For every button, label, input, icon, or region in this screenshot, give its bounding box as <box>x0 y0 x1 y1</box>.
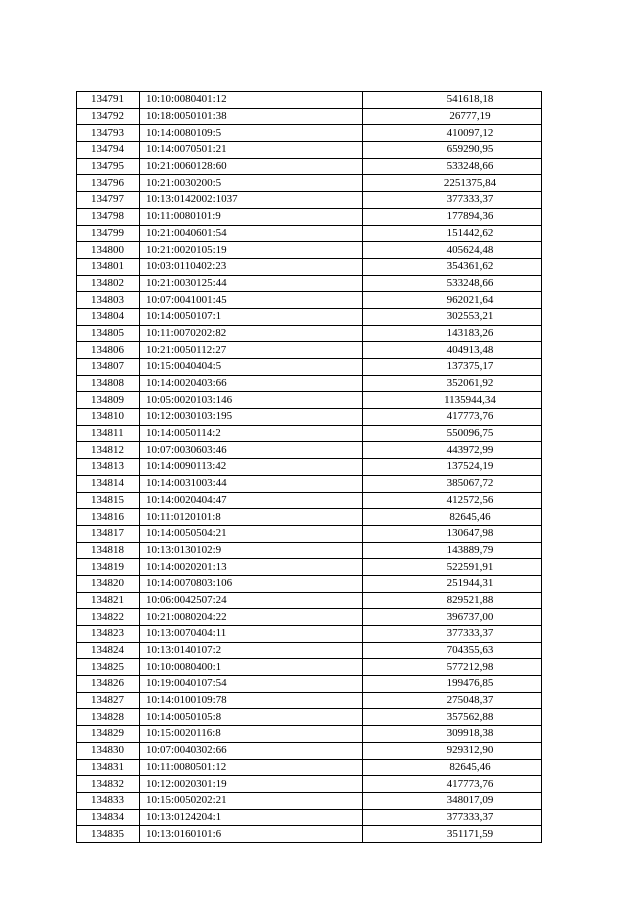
cadastral-number-cell: 10:13:0140107:2 <box>140 642 363 659</box>
table-row <box>77 409 542 426</box>
row-number-cell: 134825 <box>77 659 140 676</box>
row-number-cell: 134793 <box>77 125 140 142</box>
value-cell: 151442,62 <box>363 225 542 242</box>
value-cell: 82645,46 <box>363 759 542 776</box>
table-row <box>77 792 542 809</box>
value-cell: 541618,18 <box>363 92 542 109</box>
value-cell: 82645,46 <box>363 509 542 526</box>
value-cell: 26777,19 <box>363 108 542 125</box>
cadastral-number-cell: 10:11:0070202:82 <box>140 325 363 342</box>
value-cell: 396737,00 <box>363 609 542 626</box>
value-cell: 412572,56 <box>363 492 542 509</box>
value-cell: 929312,90 <box>363 742 542 759</box>
row-number-cell: 134831 <box>77 759 140 776</box>
row-number-cell: 134794 <box>77 142 140 159</box>
value-cell: 377333,37 <box>363 192 542 209</box>
cadastral-number-cell: 10:15:0050202:21 <box>140 792 363 809</box>
value-cell: 829521,88 <box>363 592 542 609</box>
value-cell: 404913,48 <box>363 342 542 359</box>
value-cell: 354361,62 <box>363 258 542 275</box>
row-number-cell: 134806 <box>77 342 140 359</box>
value-cell: 351171,59 <box>363 826 542 843</box>
row-number-cell: 134805 <box>77 325 140 342</box>
value-cell: 143889,79 <box>363 542 542 559</box>
cadastral-number-cell: 10:14:0070803:106 <box>140 575 363 592</box>
table-row <box>77 609 542 626</box>
table-row <box>77 592 542 609</box>
value-cell: 1135944,34 <box>363 392 542 409</box>
row-number-cell: 134799 <box>77 225 140 242</box>
table-row <box>77 626 542 643</box>
row-number-cell: 134802 <box>77 275 140 292</box>
table-row <box>77 709 542 726</box>
value-cell: 2251375,84 <box>363 175 542 192</box>
table-row <box>77 642 542 659</box>
table-row <box>77 208 542 225</box>
value-cell: 522591,91 <box>363 559 542 576</box>
cadastral-number-cell: 10:12:0020301:19 <box>140 776 363 793</box>
value-cell: 130647,98 <box>363 525 542 542</box>
cadastral-number-cell: 10:14:0020201:13 <box>140 559 363 576</box>
row-number-cell: 134808 <box>77 375 140 392</box>
table-row <box>77 559 542 576</box>
row-number-cell: 134814 <box>77 475 140 492</box>
row-number-cell: 134822 <box>77 609 140 626</box>
value-cell: 137375,17 <box>363 359 542 376</box>
cadastral-number-cell: 10:07:0040302:66 <box>140 742 363 759</box>
row-number-cell: 134816 <box>77 509 140 526</box>
table-row <box>77 108 542 125</box>
table-row <box>77 258 542 275</box>
value-cell: 199476,85 <box>363 676 542 693</box>
cadastral-number-cell: 10:14:0050504:21 <box>140 525 363 542</box>
cadastral-number-cell: 10:21:0080204:22 <box>140 609 363 626</box>
row-number-cell: 134810 <box>77 409 140 426</box>
cadastral-number-cell: 10:10:0080401:12 <box>140 92 363 109</box>
cadastral-number-cell: 10:13:0070404:11 <box>140 626 363 643</box>
row-number-cell: 134834 <box>77 809 140 826</box>
table-row <box>77 742 542 759</box>
cadastral-number-cell: 10:14:0031003:44 <box>140 475 363 492</box>
row-number-cell: 134791 <box>77 92 140 109</box>
cadastral-number-cell: 10:05:0020103:146 <box>140 392 363 409</box>
row-number-cell: 134815 <box>77 492 140 509</box>
value-cell: 377333,37 <box>363 809 542 826</box>
row-number-cell: 134811 <box>77 425 140 442</box>
value-cell: 410097,12 <box>363 125 542 142</box>
cadastral-number-cell: 10:19:0040107:54 <box>140 676 363 693</box>
table-row <box>77 92 542 109</box>
table-row <box>77 692 542 709</box>
value-cell: 577212,98 <box>363 659 542 676</box>
cadastral-number-cell: 10:14:0050107:1 <box>140 308 363 325</box>
table-row <box>77 542 542 559</box>
cadastral-number-cell: 10:14:0100109:78 <box>140 692 363 709</box>
table-row <box>77 392 542 409</box>
cadastral-number-cell: 10:14:0080109:5 <box>140 125 363 142</box>
value-cell: 275048,37 <box>363 692 542 709</box>
table-row <box>77 726 542 743</box>
value-cell: 137524,19 <box>363 459 542 476</box>
cadastral-number-cell: 10:15:0020116:8 <box>140 726 363 743</box>
cadastral-number-cell: 10:14:0090113:42 <box>140 459 363 476</box>
value-cell: 357562,88 <box>363 709 542 726</box>
row-number-cell: 134820 <box>77 575 140 592</box>
value-cell: 377333,37 <box>363 626 542 643</box>
row-number-cell: 134813 <box>77 459 140 476</box>
table-row <box>77 676 542 693</box>
cadastral-number-cell: 10:21:0050112:27 <box>140 342 363 359</box>
value-cell: 309918,38 <box>363 726 542 743</box>
row-number-cell: 134807 <box>77 359 140 376</box>
table-row <box>77 175 542 192</box>
table-row <box>77 225 542 242</box>
table-row <box>77 158 542 175</box>
table-row <box>77 525 542 542</box>
cadastral-number-cell: 10:13:0142002:1037 <box>140 192 363 209</box>
table-row <box>77 509 542 526</box>
cadastral-number-cell: 10:21:0020105:19 <box>140 242 363 259</box>
row-number-cell: 134835 <box>77 826 140 843</box>
table-row <box>77 659 542 676</box>
row-number-cell: 134833 <box>77 792 140 809</box>
table-row <box>77 342 542 359</box>
cadastral-number-cell: 10:11:0120101:8 <box>140 509 363 526</box>
table-row <box>77 375 542 392</box>
row-number-cell: 134795 <box>77 158 140 175</box>
row-number-cell: 134798 <box>77 208 140 225</box>
row-number-cell: 134826 <box>77 676 140 693</box>
value-cell: 348017,09 <box>363 792 542 809</box>
row-number-cell: 134800 <box>77 242 140 259</box>
cadastral-number-cell: 10:10:0080400:1 <box>140 659 363 676</box>
cadastral-number-cell: 10:21:0030125:44 <box>140 275 363 292</box>
cadastral-number-cell: 10:21:0030200:5 <box>140 175 363 192</box>
cadastral-number-cell: 10:13:0130102:9 <box>140 542 363 559</box>
row-number-cell: 134804 <box>77 308 140 325</box>
row-number-cell: 134809 <box>77 392 140 409</box>
cadastral-number-cell: 10:14:0020404:47 <box>140 492 363 509</box>
table-row <box>77 759 542 776</box>
table-row <box>77 459 542 476</box>
value-cell: 417773,76 <box>363 776 542 793</box>
table-row <box>77 275 542 292</box>
table-row <box>77 125 542 142</box>
value-cell: 143183,26 <box>363 325 542 342</box>
cadastral-number-cell: 10:14:0020403:66 <box>140 375 363 392</box>
cadastral-number-cell: 10:14:0050114:2 <box>140 425 363 442</box>
table-row <box>77 308 542 325</box>
cadastral-number-cell: 10:18:0050101:38 <box>140 108 363 125</box>
row-number-cell: 134827 <box>77 692 140 709</box>
cadastral-number-cell: 10:21:0060128:60 <box>140 158 363 175</box>
table-row <box>77 776 542 793</box>
row-number-cell: 134796 <box>77 175 140 192</box>
row-number-cell: 134792 <box>77 108 140 125</box>
row-number-cell: 134823 <box>77 626 140 643</box>
cadastral-number-cell: 10:07:0030603:46 <box>140 442 363 459</box>
value-cell: 405624,48 <box>363 242 542 259</box>
cadastral-number-cell: 10:13:0160101:6 <box>140 826 363 843</box>
table-row <box>77 425 542 442</box>
cadastral-number-cell: 10:06:0042507:24 <box>140 592 363 609</box>
cadastral-number-cell: 10:15:0040404:5 <box>140 359 363 376</box>
cadastral-number-cell: 10:13:0124204:1 <box>140 809 363 826</box>
row-number-cell: 134828 <box>77 709 140 726</box>
table-row <box>77 575 542 592</box>
row-number-cell: 134817 <box>77 525 140 542</box>
cadastral-number-cell: 10:07:0041001:45 <box>140 292 363 309</box>
cadastral-number-cell: 10:14:0050105:8 <box>140 709 363 726</box>
cadastral-number-cell: 10:11:0080101:9 <box>140 208 363 225</box>
value-cell: 704355,63 <box>363 642 542 659</box>
cadastral-value-table <box>76 91 542 843</box>
row-number-cell: 134819 <box>77 559 140 576</box>
table-row <box>77 192 542 209</box>
cadastral-number-cell: 10:11:0080501:12 <box>140 759 363 776</box>
row-number-cell: 134803 <box>77 292 140 309</box>
row-number-cell: 134821 <box>77 592 140 609</box>
table-row <box>77 142 542 159</box>
table-row <box>77 359 542 376</box>
value-cell: 533248,66 <box>363 275 542 292</box>
cadastral-number-cell: 10:21:0040601:54 <box>140 225 363 242</box>
cadastral-number-cell: 10:14:0070501:21 <box>140 142 363 159</box>
value-cell: 352061,92 <box>363 375 542 392</box>
row-number-cell: 134830 <box>77 742 140 759</box>
row-number-cell: 134832 <box>77 776 140 793</box>
table-row <box>77 442 542 459</box>
value-cell: 385067,72 <box>363 475 542 492</box>
value-cell: 962021,64 <box>363 292 542 309</box>
row-number-cell: 134829 <box>77 726 140 743</box>
value-cell: 302553,21 <box>363 308 542 325</box>
row-number-cell: 134801 <box>77 258 140 275</box>
cadastral-number-cell: 10:03:0110402:23 <box>140 258 363 275</box>
value-cell: 417773,76 <box>363 409 542 426</box>
table-body <box>77 92 542 843</box>
table-row <box>77 325 542 342</box>
table-row <box>77 809 542 826</box>
table-row <box>77 826 542 843</box>
value-cell: 177894,36 <box>363 208 542 225</box>
row-number-cell: 134824 <box>77 642 140 659</box>
table-row <box>77 242 542 259</box>
row-number-cell: 134818 <box>77 542 140 559</box>
row-number-cell: 134812 <box>77 442 140 459</box>
table-row <box>77 492 542 509</box>
cadastral-number-cell: 10:12:0030103:195 <box>140 409 363 426</box>
value-cell: 659290,95 <box>363 142 542 159</box>
table-row <box>77 475 542 492</box>
value-cell: 251944,31 <box>363 575 542 592</box>
value-cell: 550096,75 <box>363 425 542 442</box>
value-cell: 443972,99 <box>363 442 542 459</box>
value-cell: 533248,66 <box>363 158 542 175</box>
table-row <box>77 292 542 309</box>
row-number-cell: 134797 <box>77 192 140 209</box>
